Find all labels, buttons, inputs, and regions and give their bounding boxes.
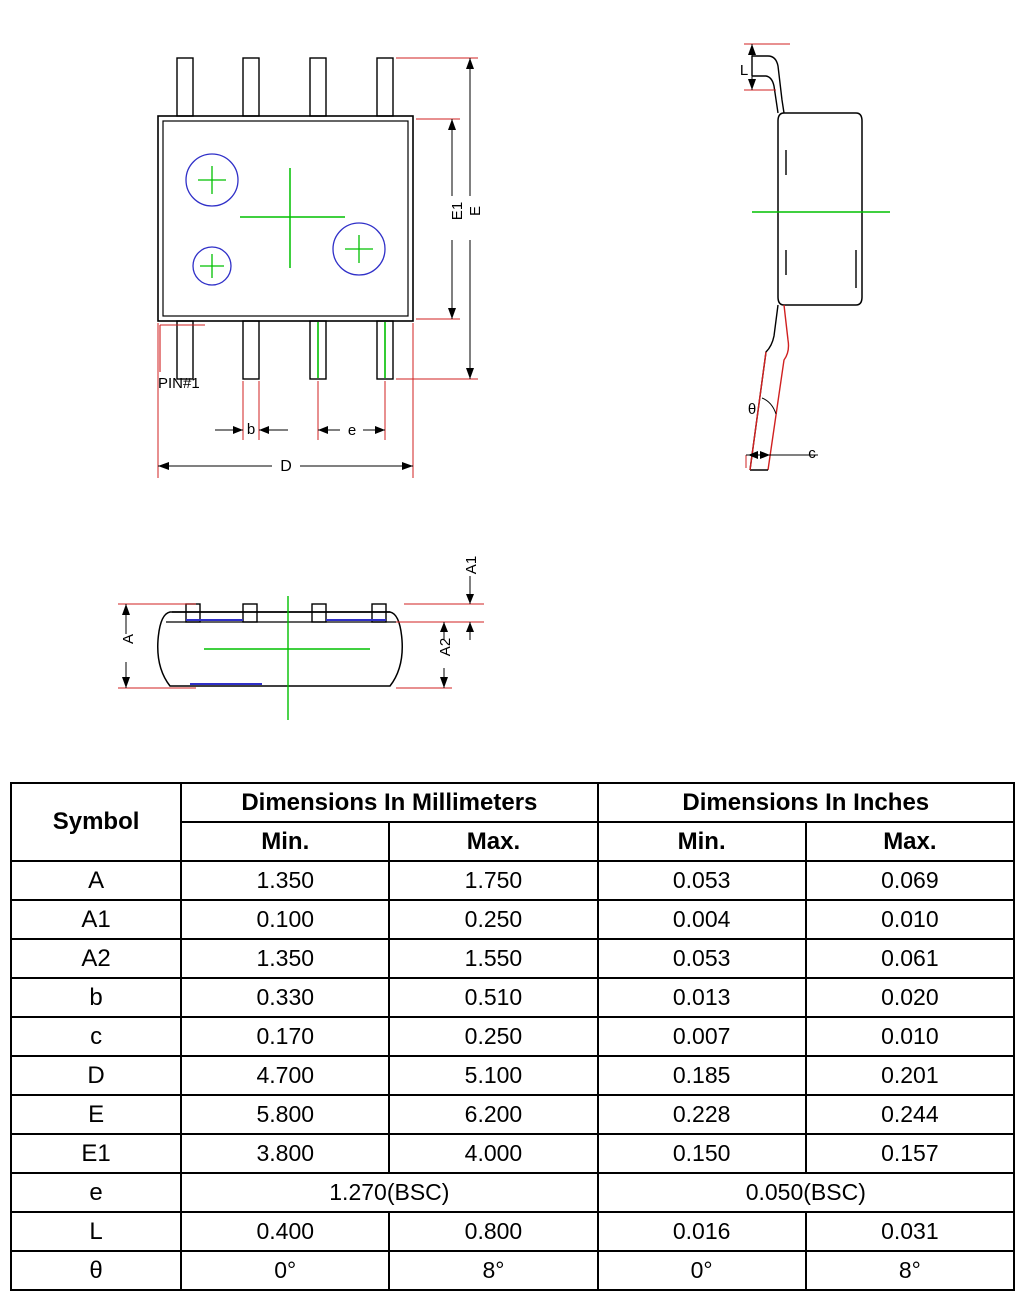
header-mm-max: Max.	[389, 822, 597, 861]
label-pin1: PIN#1	[158, 375, 200, 392]
row-symbol: E	[11, 1095, 181, 1134]
table-row	[11, 1212, 1014, 1251]
row-symbol: A1	[11, 900, 181, 939]
cell-in-min: 0.016	[598, 1212, 806, 1251]
cell-in-max: 0.010	[806, 900, 1014, 939]
cell-mm-max: 5.100	[389, 1056, 597, 1095]
table-row	[11, 939, 1014, 978]
cell-mm-min: 0.100	[181, 900, 389, 939]
label-b: b	[246, 421, 256, 438]
cell-mm-span: 1.270(BSC)	[181, 1173, 597, 1212]
cell-in-min: 0.007	[598, 1017, 806, 1056]
cell-in-min: 0.228	[598, 1095, 806, 1134]
header-millimeters: Dimensions In Millimeters	[181, 783, 597, 822]
table-row	[11, 1251, 1014, 1290]
cell-in-min: 0°	[598, 1251, 806, 1290]
cell-in-max: 8°	[806, 1251, 1014, 1290]
cell-in-max: 0.201	[806, 1056, 1014, 1095]
label-c: c	[808, 445, 816, 462]
row-symbol: e	[11, 1173, 181, 1212]
cell-mm-max: 1.550	[389, 939, 597, 978]
cell-mm-min: 4.700	[181, 1056, 389, 1095]
cell-mm-max: 0.250	[389, 900, 597, 939]
row-symbol: A2	[11, 939, 181, 978]
dimensions-table	[10, 782, 1015, 1291]
label-e: e	[347, 422, 357, 439]
row-symbol: θ	[11, 1251, 181, 1290]
label-A2: A2	[437, 637, 454, 657]
label-D: D	[280, 458, 292, 475]
header-in-max: Max.	[806, 822, 1014, 861]
header-symbol: Symbol	[11, 783, 181, 861]
cell-in-min: 0.185	[598, 1056, 806, 1095]
label-theta: θ	[747, 401, 757, 418]
row-symbol: b	[11, 978, 181, 1017]
table-row	[11, 1173, 1014, 1212]
cell-in-min: 0.013	[598, 978, 806, 1017]
row-symbol: A	[11, 861, 181, 900]
row-symbol: L	[11, 1212, 181, 1251]
cell-mm-min: 1.350	[181, 939, 389, 978]
cell-in-max: 0.069	[806, 861, 1014, 900]
table-row	[11, 1017, 1014, 1056]
cell-in-min: 0.053	[598, 939, 806, 978]
cell-in-max: 0.244	[806, 1095, 1014, 1134]
cell-mm-max: 4.000	[389, 1134, 597, 1173]
cell-mm-min: 3.800	[181, 1134, 389, 1173]
cell-in-max: 0.020	[806, 978, 1014, 1017]
table-row	[11, 900, 1014, 939]
row-symbol: E1	[11, 1134, 181, 1173]
cell-in-max: 0.031	[806, 1212, 1014, 1251]
front-view	[118, 556, 484, 720]
cell-in-max: 0.010	[806, 1017, 1014, 1056]
top-view	[158, 58, 484, 478]
cell-mm-max: 0.250	[389, 1017, 597, 1056]
cell-mm-max: 0.510	[389, 978, 597, 1017]
table-header-row-1	[11, 783, 1014, 822]
table-row	[11, 1056, 1014, 1095]
cell-mm-max: 6.200	[389, 1095, 597, 1134]
cell-mm-min: 0.170	[181, 1017, 389, 1056]
table-row	[11, 1095, 1014, 1134]
cell-mm-min: 0°	[181, 1251, 389, 1290]
side-view	[740, 44, 890, 470]
cell-in-min: 0.004	[598, 900, 806, 939]
row-symbol: c	[11, 1017, 181, 1056]
label-L: L	[739, 62, 749, 79]
table-row	[11, 861, 1014, 900]
cell-mm-min: 1.350	[181, 861, 389, 900]
header-inches: Dimensions In Inches	[598, 783, 1014, 822]
header-in-min: Min.	[598, 822, 806, 861]
cell-in-max: 0.157	[806, 1134, 1014, 1173]
cell-in-min: 0.053	[598, 861, 806, 900]
cell-mm-min: 0.400	[181, 1212, 389, 1251]
cell-mm-min: 0.330	[181, 978, 389, 1017]
cell-in-min: 0.150	[598, 1134, 806, 1173]
cell-in-span: 0.050(BSC)	[598, 1173, 1014, 1212]
cell-mm-max: 1.750	[389, 861, 597, 900]
header-mm-min: Min.	[181, 822, 389, 861]
table-row	[11, 1134, 1014, 1173]
label-A1: A1	[463, 555, 480, 575]
label-A: A	[120, 633, 137, 645]
cell-mm-max: 8°	[389, 1251, 597, 1290]
row-symbol: D	[11, 1056, 181, 1095]
label-E: E	[467, 205, 484, 217]
cell-mm-min: 5.800	[181, 1095, 389, 1134]
cell-mm-max: 0.800	[389, 1212, 597, 1251]
table-row	[11, 978, 1014, 1017]
cell-in-max: 0.061	[806, 939, 1014, 978]
label-E1: E1	[449, 201, 466, 221]
